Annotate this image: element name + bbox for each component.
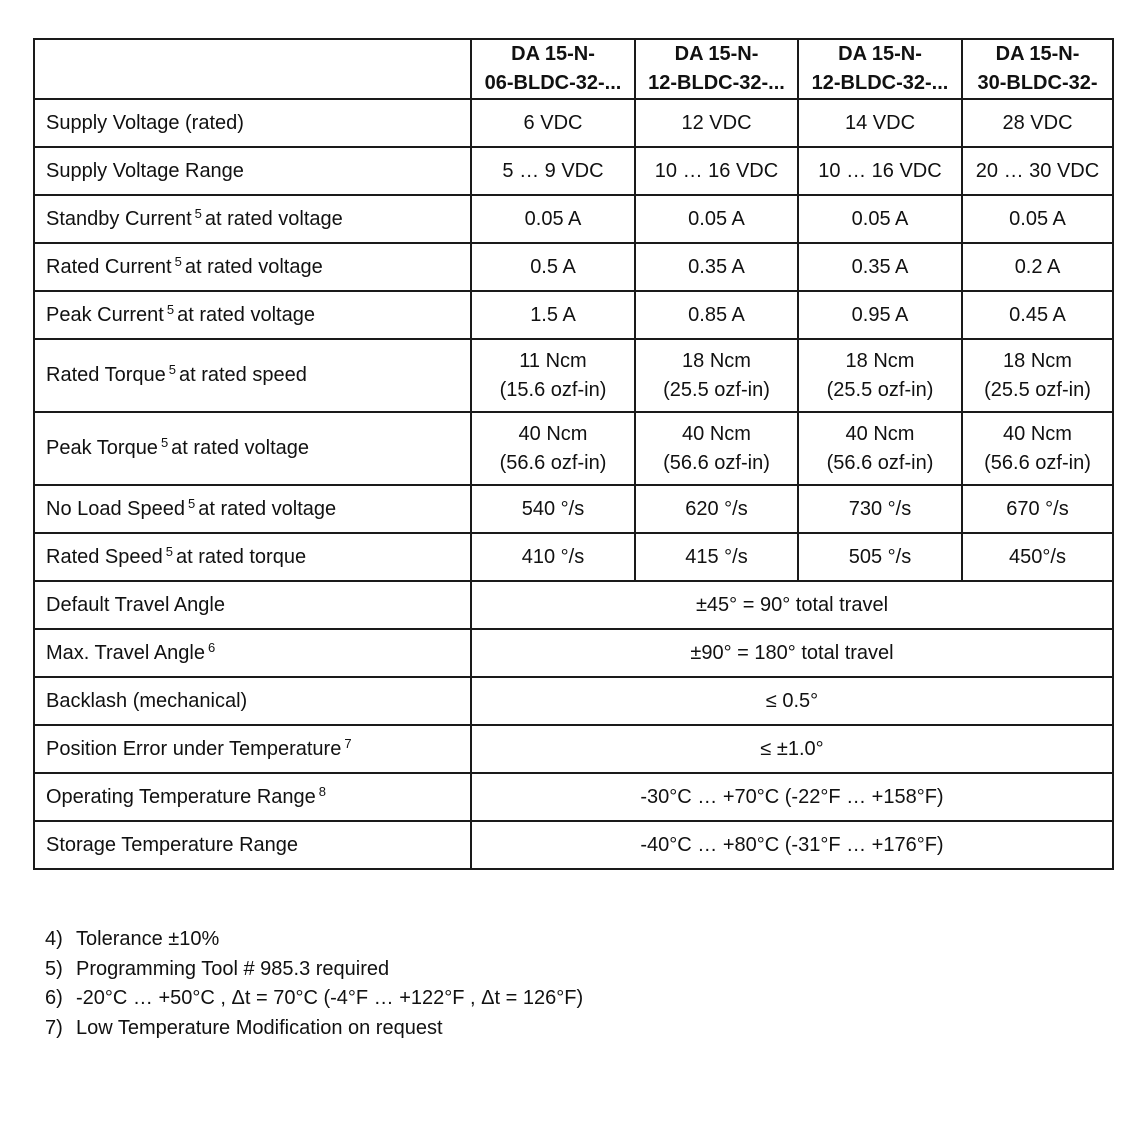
torque-value: 40 Ncm <box>518 422 588 445</box>
model-header-line1: DA 15-N- <box>511 43 595 65</box>
table-cell: 505 °/s <box>798 533 962 581</box>
row-label-suffix: at rated voltage <box>184 255 323 278</box>
torque-value: 11 Ncm <box>519 349 587 372</box>
row-label-text: Rated Speed <box>46 545 163 568</box>
table-cell: 0.05 A <box>635 195 798 243</box>
row-label-suffix: at rated torque <box>176 545 307 568</box>
table-cell: 0.95 A <box>798 291 962 339</box>
table-cell <box>471 412 635 485</box>
model-header <box>962 39 1113 99</box>
footnote-item <box>45 925 583 955</box>
table-cell: 0.5 A <box>471 243 635 291</box>
table-cell: 0.45 A <box>962 291 1113 339</box>
footnote-ref: 5 <box>165 543 173 559</box>
table-cell <box>471 339 635 412</box>
row-label <box>34 339 471 412</box>
merged-cell: ±90° = 180° total travel <box>471 629 1113 677</box>
table-row <box>34 412 1113 485</box>
footnote-text: -20°C … +50°C , Δt = 70°C (-4°F … +122°F , Δt = 126°F) <box>76 987 584 1009</box>
row-label <box>34 773 471 821</box>
row-label-text: Position Error under Temperature <box>46 737 342 760</box>
table-cell: 0.85 A <box>635 291 798 339</box>
footnote-ref: 5 <box>194 205 202 221</box>
table-cell: 0.05 A <box>471 195 635 243</box>
model-header-line1: DA 15-N- <box>995 43 1080 65</box>
model-header-line2: 06-BLDC-32-... <box>484 72 622 94</box>
merged-cell: ≤ 0.5° <box>471 677 1113 725</box>
row-label-suffix: at rated speed <box>178 364 307 386</box>
table-row <box>34 629 1113 677</box>
table-cell: 415 °/s <box>635 533 798 581</box>
row-label-text: Peak Current <box>46 303 164 326</box>
footnote-ref: 7 <box>344 735 352 751</box>
table-row <box>34 677 1113 725</box>
table-row <box>34 821 1113 869</box>
footnote-item <box>45 1014 583 1044</box>
row-label: Supply Voltage Range <box>34 147 471 195</box>
table-cell: 0.05 A <box>962 195 1113 243</box>
row-label-suffix: at rated voltage <box>198 497 337 520</box>
torque-value: 40 Ncm <box>845 422 915 445</box>
row-label <box>34 725 471 773</box>
table-row <box>34 243 1113 291</box>
table-cell: 10 … 16 VDC <box>798 147 962 195</box>
table-cell <box>962 412 1113 485</box>
table-row <box>34 99 1113 147</box>
merged-cell: ≤ ±1.0° <box>471 725 1113 773</box>
footnote-text: Low Temperature Modification on request <box>76 1016 443 1039</box>
table-cell: 620 °/s <box>635 485 798 533</box>
table-cell: 670 °/s <box>962 485 1113 533</box>
row-label <box>34 412 471 485</box>
model-header-line1: DA 15-N- <box>838 43 922 65</box>
row-label: Storage Temperature Range <box>34 821 471 869</box>
table-cell: 5 … 9 VDC <box>471 147 635 195</box>
footnote-ref: 5 <box>160 435 169 450</box>
table-row <box>34 291 1113 339</box>
row-label-text: No Load Speed <box>46 497 186 520</box>
merged-cell: ±45° = 90° total travel <box>471 581 1113 629</box>
table-cell: 410 °/s <box>471 533 635 581</box>
footnote-item <box>45 984 583 1014</box>
torque-imperial: (56.6 ozf-in) <box>663 451 770 474</box>
model-header <box>471 39 635 99</box>
footnote-text: Programming Tool # 985.3 required <box>76 957 390 980</box>
row-label: Supply Voltage (rated) <box>34 99 471 147</box>
table-cell: 0.2 A <box>962 243 1113 291</box>
row-label: Default Travel Angle <box>34 581 471 629</box>
torque-value: 18 Ncm <box>682 349 751 372</box>
table-cell: 450°/s <box>962 533 1113 581</box>
row-label-text: Max. Travel Angle <box>46 641 205 664</box>
torque-imperial: (25.5 ozf-in) <box>663 378 770 401</box>
table-cell <box>962 339 1113 412</box>
model-header-line2: 12-BLDC-32-... <box>648 72 785 94</box>
table-cell: 0.05 A <box>798 195 962 243</box>
torque-imperial: (25.5 ozf-in) <box>984 378 1091 401</box>
row-label-text: Rated Current <box>46 255 172 278</box>
table-cell <box>798 339 962 412</box>
footnotes <box>45 925 583 1043</box>
model-header-line1: DA 15-N- <box>674 43 759 65</box>
row-label-suffix: at rated voltage <box>204 207 343 230</box>
table-row <box>34 485 1113 533</box>
footnote-number: 7) <box>45 1016 63 1039</box>
table-cell: 0.35 A <box>798 243 962 291</box>
table-row <box>34 339 1113 412</box>
torque-value: 40 Ncm <box>1003 422 1072 445</box>
torque-value: 18 Ncm <box>1003 349 1072 372</box>
table-cell: 1.5 A <box>471 291 635 339</box>
torque-value: 40 Ncm <box>682 422 751 445</box>
table-cell: 730 °/s <box>798 485 962 533</box>
footnote-number: 4) <box>45 928 63 950</box>
row-label-text: Peak Torque <box>46 437 158 459</box>
footnote-ref: 5 <box>168 362 176 377</box>
table-cell: 28 VDC <box>962 99 1113 147</box>
table-cell <box>635 412 798 485</box>
row-label-text: Rated Torque <box>46 364 166 386</box>
row-label <box>34 533 471 581</box>
table-row <box>34 725 1113 773</box>
table-cell: 10 … 16 VDC <box>635 147 798 195</box>
row-label: Backlash (mechanical) <box>34 677 471 725</box>
header-row <box>34 39 1113 99</box>
merged-cell: -40°C … +80°C (-31°F … +176°F) <box>471 821 1113 869</box>
row-label <box>34 291 471 339</box>
footnote-text: Tolerance ±10% <box>76 928 220 950</box>
specifications-table <box>33 38 1114 870</box>
table-row <box>34 773 1113 821</box>
footnote-ref: 6 <box>207 639 216 655</box>
table-row <box>34 195 1113 243</box>
table-row <box>34 581 1113 629</box>
row-label <box>34 243 471 291</box>
corner-cell <box>34 39 471 99</box>
merged-cell: -30°C … +70°C (-22°F … +158°F) <box>471 773 1113 821</box>
row-label <box>34 195 471 243</box>
footnote-number: 5) <box>45 957 63 980</box>
torque-imperial: (56.6 ozf-in) <box>499 451 607 474</box>
model-header-line2: 12-BLDC-32-... <box>811 72 949 94</box>
footnote-item <box>45 955 583 985</box>
table-cell: 0.35 A <box>635 243 798 291</box>
table-cell: 12 VDC <box>635 99 798 147</box>
model-header-line2: 30-BLDC-32- <box>977 72 1098 94</box>
torque-imperial: (15.6 ozf-in) <box>499 378 607 401</box>
footnote-ref: 5 <box>166 301 175 317</box>
table-cell: 6 VDC <box>471 99 635 147</box>
table-cell: 540 °/s <box>471 485 635 533</box>
table-cell: 20 … 30 VDC <box>962 147 1113 195</box>
model-header <box>635 39 798 99</box>
row-label-suffix: at rated voltage <box>177 303 315 326</box>
footnote-ref: 8 <box>318 783 327 799</box>
torque-imperial: (56.6 ozf-in) <box>826 451 934 474</box>
table-cell <box>635 339 798 412</box>
footnote-ref: 5 <box>188 495 196 511</box>
row-label-text: Standby Current <box>46 207 192 230</box>
table-cell <box>798 412 962 485</box>
row-label-suffix: at rated voltage <box>171 437 310 459</box>
torque-imperial: (56.6 ozf-in) <box>984 451 1091 474</box>
table-row <box>34 533 1113 581</box>
row-label-text: Operating Temperature Range <box>46 785 316 808</box>
footnote-ref: 5 <box>174 253 182 269</box>
table-row <box>34 147 1113 195</box>
table-cell: 14 VDC <box>798 99 962 147</box>
torque-value: 18 Ncm <box>845 349 915 372</box>
footnote-number: 6) <box>45 987 63 1009</box>
torque-imperial: (25.5 ozf-in) <box>826 378 934 401</box>
model-header <box>798 39 962 99</box>
row-label <box>34 629 471 677</box>
row-label <box>34 485 471 533</box>
